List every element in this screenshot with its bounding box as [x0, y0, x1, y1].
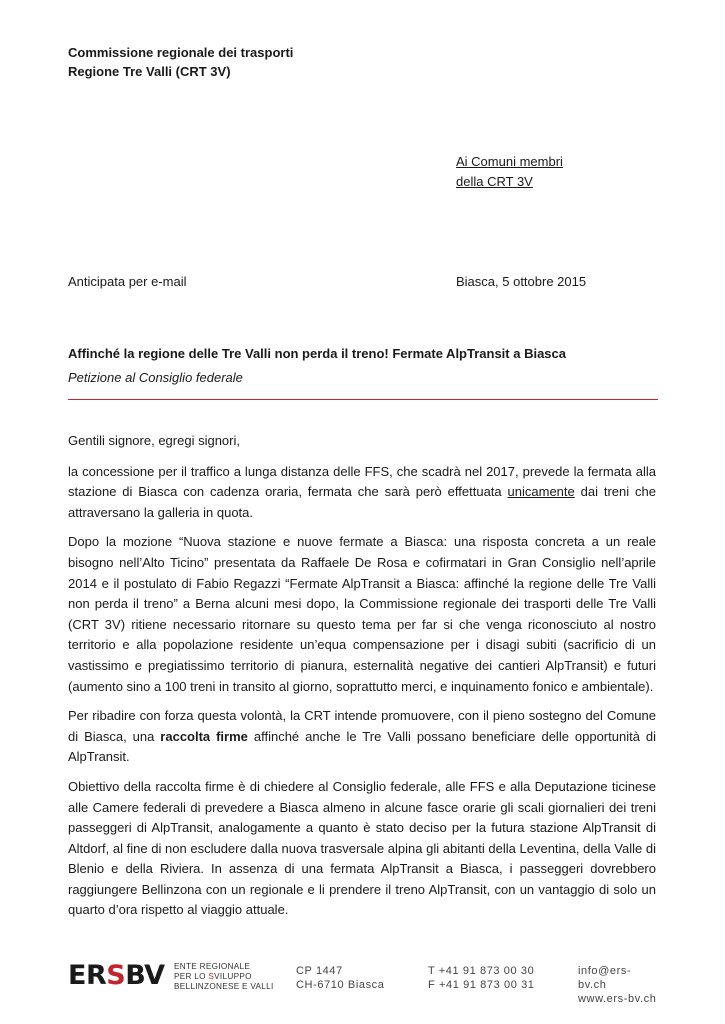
greeting: Gentili signore, egregi signori, — [68, 433, 240, 448]
recipient-line-1: Ai Comuni membri — [456, 154, 563, 169]
letter-body — [68, 431, 656, 930]
sender-line-2: Regione Tre Valli (CRT 3V) — [68, 64, 231, 79]
delivery-note: Anticipata per e-mail — [68, 274, 187, 289]
contact-block — [578, 964, 658, 1006]
paragraph-1-text-a: la concessione per il traffico a lunga distanza delle FFS, che scadrà nel 2017, prevede la fermata alla stazione di Biasca con cadenza oraria, fermata che sarà però effettuata — [68, 463, 656, 500]
subject-subtitle: Petizione al Consiglio federale — [68, 370, 243, 385]
logo-part-2: BV — [125, 960, 165, 991]
fax: F +41 91 873 00 31 — [428, 979, 535, 991]
recipient-block — [456, 152, 563, 192]
email-link[interactable]: info@ers-bv.ch — [578, 965, 632, 991]
paragraph-3-bold: raccolta firme — [160, 728, 248, 744]
paragraph-1-text-b: dai treni che attraversano la galleria in quota. — [68, 484, 656, 520]
paragraph-3-text-c: affinché anche le Tre Valli possano beneficiare delle opportunità di AlpTransit. — [68, 728, 657, 765]
logo-part-s: S — [106, 960, 126, 991]
paragraph-3-text-a: Per ribadire con forza questa volontà, la CRT intende promuovere, con il pieno sostegno del Comune di Biasca, una — [68, 708, 656, 744]
paragraph-4: Obiettivo della raccolta firme è di chiedere al Consiglio federale, alle FFS e alla Deputazione ticinese alle Camere federali di prevedere a Biasca almeno in alcune fasce orarie gli scali giornalieri dei treni passeggeri di AlpTransit, analogamente a quanto è stato deciso per la futura stazione AlpTransit di Altdorf, al fine di non escludere dalla nuova trasversale alpina gli abitanti della Leventina, della Valle di Blenio e della Riviera. In assenza di una fermata AlpTransit a Biasca, i passeggeri dovrebbero raggiungere Bellinzona con un regionale e li prendere il treno AlpTransit, con un vantaggio di solo un quarto d’ora rispetto al viaggio attuale. — [68, 778, 656, 918]
phone-block — [428, 964, 535, 992]
recipient-line-2: della CRT 3V — [456, 174, 533, 189]
org-line-1: ENTE REGIONALE — [174, 962, 251, 971]
postbox: CP 1447 — [296, 965, 343, 977]
org-line-2 — [174, 972, 274, 982]
letterhead-footer — [68, 960, 658, 1005]
sender-block — [68, 43, 293, 81]
city: CH-6710 Biasca — [296, 979, 385, 991]
org-line-2-s: S — [208, 972, 215, 981]
org-line-3: BELLINZONESE E VALLI — [174, 982, 274, 991]
paragraph-1-underlined: unicamente — [507, 484, 575, 500]
org-name — [174, 962, 274, 992]
paragraph-1 — [68, 462, 656, 524]
paragraph-2: Dopo la mozione “Nuova stazione e nuove fermate a Biasca: una risposta concreta a un reale bisogno nell’Alto Ticino” presentata da Raffaele De Rosa e cofirmatari in Gran Consiglio nell’aprile 2014 e il postulato di Fabio Regazzi “Fermate AlpTransit a Biasca: affinché la regione delle Tre Valli non perda il treno” a Berna alcuni mesi dopo, la Commissione regionale dei trasporti delle Tre Valli (CRT 3V) ritiene necessario ritornare su questo tema per far si che venga riconosciuto al nostro territorio e alla popolazione residente un’equa compensazione per i disagi subiti (sacrificio di un vastissimo e pregiatissimo territorio di pianura, esternalità negative dei cantieri AlpTransit) e futuri (aumento sino a 100 treni in transito al giorno, soprattutto merci, e inquinamento fonico e ambientale). — [68, 534, 656, 694]
telephone: T +41 91 873 00 30 — [428, 965, 535, 977]
place-date: Biasca, 5 ottobre 2015 — [456, 274, 587, 289]
sender-line-1: Commissione regionale dei trasporti — [68, 45, 294, 60]
ersbv-logo — [68, 960, 165, 992]
subject-title: Affinché la regione delle Tre Valli non perda il treno! Fermate AlpTransit a Biasca — [68, 346, 566, 361]
divider-rule — [68, 399, 658, 400]
logo-part-1: ER — [68, 960, 107, 991]
website-link[interactable]: www.ers-bv.ch — [578, 993, 657, 1005]
org-line-2-a: PER LO — [174, 972, 209, 981]
address-block — [296, 964, 385, 992]
org-line-2-b: VILUPPO — [214, 972, 252, 981]
paragraph-3 — [68, 706, 656, 768]
